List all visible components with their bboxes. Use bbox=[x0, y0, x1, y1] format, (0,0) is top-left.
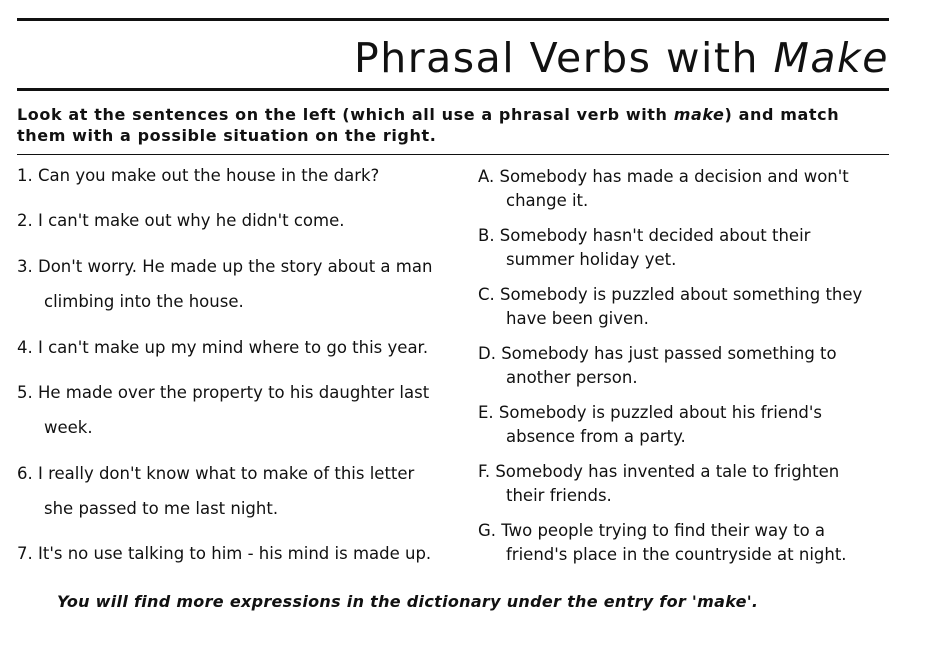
title-emphasis: Make bbox=[773, 34, 889, 82]
sentence-7: 7. It's no use talking to him - his mind is made up. bbox=[17, 544, 432, 563]
sentence-4: 4. I can't make up my mind where to go this year. bbox=[17, 338, 429, 357]
sentence-6: 6. I really don't know what to make of this letter bbox=[17, 464, 415, 483]
page-title bbox=[17, 30, 889, 86]
situation-c: C. Somebody is puzzled about something they have been given. bbox=[478, 285, 863, 328]
sentence-6-continued: she passed to me last night. bbox=[44, 499, 279, 518]
instructions-rule bbox=[17, 154, 889, 155]
sentence-5-continued: week. bbox=[44, 418, 93, 437]
sentence-3-continued: climbing into the house. bbox=[44, 292, 244, 311]
sentence-5: 5. He made over the property to his daughter last bbox=[17, 383, 430, 402]
situation-d: D. Somebody has just passed something to another person. bbox=[478, 344, 837, 387]
situation-f: F. Somebody has invented a tale to frighten their friends. bbox=[478, 462, 840, 505]
title-rule bbox=[17, 88, 889, 91]
sentence-1: 1. Can you make out the house in the dark? bbox=[17, 166, 380, 185]
sentence-2: 2. I can't make out why he didn't come. bbox=[17, 211, 345, 230]
top-rule bbox=[17, 18, 889, 21]
instructions: Look at the sentences on the left (which all use a phrasal verb with make) and match them with a possible situation on the right. bbox=[17, 105, 840, 145]
situation-g: G. Two people trying to find their way to a friend's place in the countryside at night. bbox=[478, 521, 847, 564]
footer-note: You will find more expressions in the dictionary under the entry for 'make'. bbox=[57, 592, 759, 611]
situation-a: A. Somebody has made a decision and won't change it. bbox=[478, 167, 849, 210]
situation-e: E. Somebody is puzzled about his friend's absence from a party. bbox=[478, 403, 823, 446]
title-text: Phrasal Verbs with bbox=[354, 34, 774, 82]
situation-b: B. Somebody hasn't decided about their summer holiday yet. bbox=[478, 226, 811, 269]
sentence-3: 3. Don't worry. He made up the story about a man bbox=[17, 257, 433, 276]
